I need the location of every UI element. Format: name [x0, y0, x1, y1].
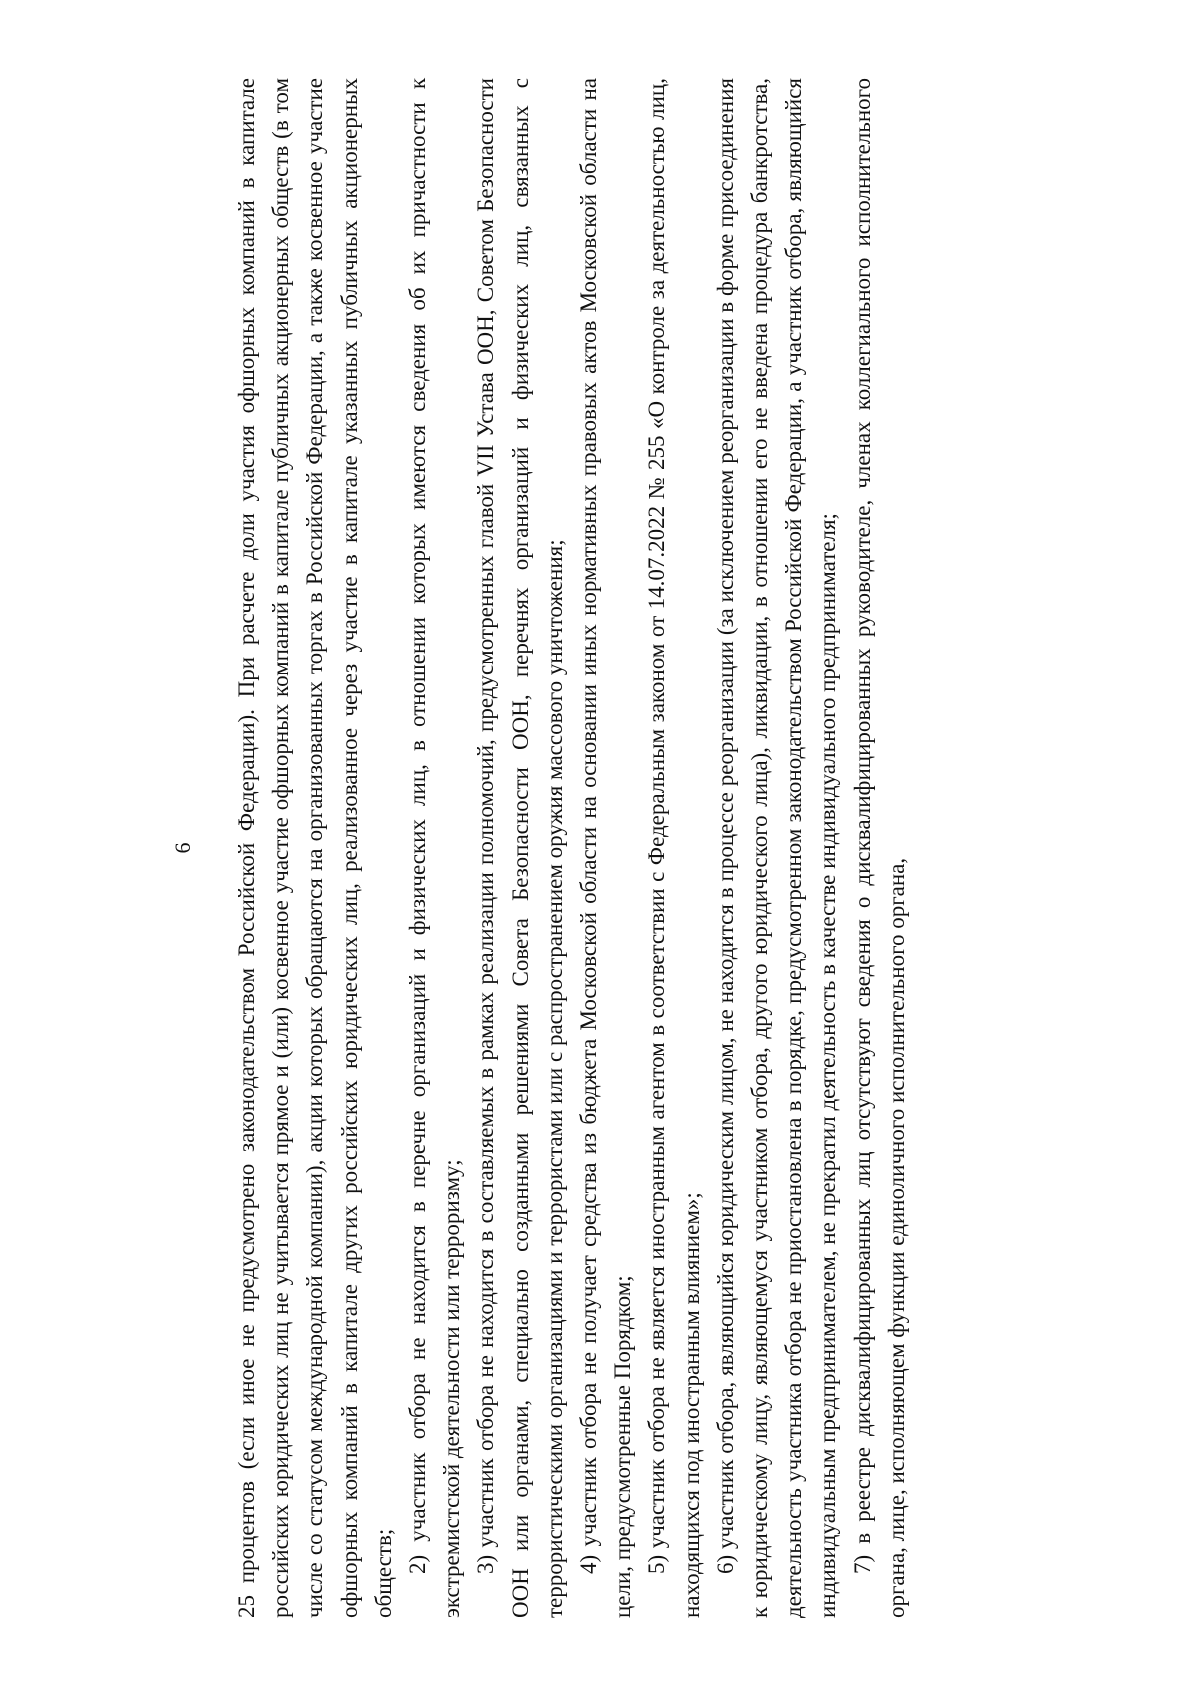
paragraph-1: 25 процентов (если иное не предусмотрено законодательством Российской Федерации). При расчете доли участия офшорных компаний в капитале российских юридических лиц не учитывается прямое и (или) косвенное участие офшорных компаний в капитале публичных акционерных обществ (в том числе со статусом международной компании), акции которых обращаются на организованных торгах в Российской Федерации, а также косвенное участие офшорных компаний в капитале других российских юридических лиц, реализованное через участие в капитале указанных публичных акционерных обществ; [234, 78, 396, 1618]
paragraph-5: 5) участник отбора не является иностранным агентом в соответствии с Федеральным законом от 14.07.2022 № 255 «О контроле за деятельностью лиц, находящихся под иностранным влиянием»; [644, 78, 704, 1618]
paragraph-3: 3) участник отбора не находится в составляемых в рамках реализации полномочий, предусмотренных главой VII Устава ООН, Советом Безопасности ООН или органами, специально созданными решениями Совета Безопасности ООН, перечнях организаций и физических лиц, связанных с террористическими организациями и террористами или с распространением оружия массового уничтожения; [473, 78, 567, 1618]
paragraph-7: 7) в реестре дисквалифицированных лиц отсутствуют сведения о дисквалифицированных руководителе, членах коллегиального исполнительного органа, лице, исполняющем функции единоличного исполнительного органа, [849, 78, 909, 1618]
document-body [230, 78, 914, 1618]
page-number: 6 [170, 842, 195, 854]
paragraph-6: 6) участник отбора, являющийся юридическим лицом, не находится в процессе реорганизации (за исключением реорганизации в форме присоединения к юридическому лицу, являющемуся участником отбора, другого юридического лица), ликвидации, в отношении его не введена процедура банкротства, деятельность участника отбора не приостановлена в порядке, предусмотренном законодательством Российской Федерации, а участник отбора, являющийся индивидуальным предпринимателем, не прекратил деятельность в качестве индивидуального предпринимателя; [712, 78, 841, 1618]
paragraph-2: 2) участник отбора не находится в перечне организаций и физических лиц, в отношении которых имеются сведения об их причастности к экстремистской деятельности или терроризму; [405, 78, 465, 1618]
rotated-content [170, 78, 1030, 1618]
paragraph-4: 4) участник отбора не получает средства из бюджета Московской области на основании иных нормативных правовых актов Московской области на цели, предусмотренные Порядком; [576, 78, 636, 1618]
